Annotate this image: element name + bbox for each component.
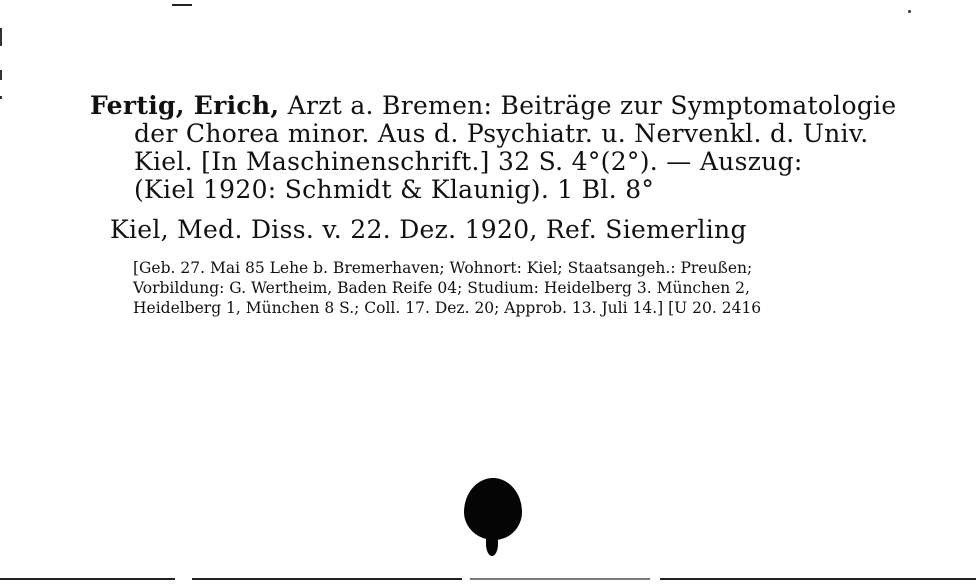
card-edge [192, 578, 462, 580]
scan-mark [0, 96, 2, 99]
bibliographic-entry [90, 92, 910, 204]
card-edge [0, 578, 175, 580]
entry-line-2: der Chorea minor. Aus d. Psychiatr. u. Nervenkl. d. Univ. [134, 119, 869, 148]
entry-line-3: Kiel. [In Maschinenschrift.] 32 S. 4°(2°). — Auszug: [134, 147, 803, 176]
card-edge [660, 578, 976, 580]
vita-block [133, 258, 923, 318]
punch-hole-tail [486, 532, 498, 556]
scan-speck [908, 10, 911, 13]
scan-mark [172, 4, 192, 6]
vita-line-3: Heidelberg 1, München 8 S.; Coll. 17. Dez. 20; Approb. 13. Juli 14.] [U 20. 2416 [133, 299, 762, 317]
title-start: Arzt a. Bremen: Beiträge zur Symptomatologie [287, 91, 897, 120]
card-edge [470, 578, 650, 580]
scan-mark [0, 70, 2, 80]
entry-line-4: (Kiel 1920: Schmidt & Klaunig). 1 Bl. 8° [134, 175, 655, 204]
entry-line-1 [90, 92, 910, 120]
author-name: Fertig, Erich, [90, 91, 280, 120]
vita-line-1: [Geb. 27. Mai 85 Lehe b. Bremerhaven; Wohnort: Kiel; Staatsangeh.: Preußen; [133, 259, 753, 277]
dissertation-note: Kiel, Med. Diss. v. 22. Dez. 1920, Ref. Siemerling [110, 215, 747, 244]
vita-line-2: Vorbildung: G. Wertheim, Baden Reife 04; Studium: Heidelberg 3. München 2, [133, 279, 750, 297]
scan-mark [0, 28, 2, 46]
punch-hole [464, 478, 522, 540]
